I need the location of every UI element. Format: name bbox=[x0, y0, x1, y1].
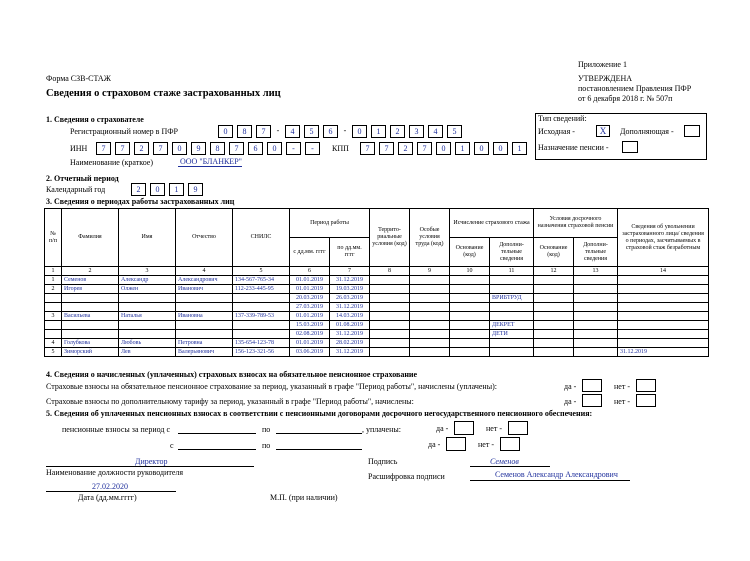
table-cell[interactable] bbox=[490, 285, 534, 294]
table-cell[interactable] bbox=[45, 330, 62, 339]
digit-cell[interactable]: 0 bbox=[218, 125, 233, 138]
digit-cell[interactable]: 7 bbox=[115, 142, 130, 155]
table-cell[interactable]: 03.06.2019 bbox=[290, 348, 330, 357]
section3-title: 3. Сведения о периодах работы застрахованных лиц bbox=[46, 197, 235, 206]
s5-to-field[interactable] bbox=[276, 433, 362, 434]
s4-no1-label: нет - bbox=[614, 382, 630, 391]
s4-yes2-label: да - bbox=[564, 397, 577, 406]
s4-no1-checkbox[interactable] bbox=[636, 379, 656, 392]
table-cell[interactable] bbox=[410, 339, 450, 348]
column-number: 13 bbox=[574, 267, 618, 276]
position-value: Директор bbox=[135, 457, 168, 466]
digit-cell[interactable]: 5 bbox=[447, 125, 462, 138]
th-special: Особые условия труда (код) bbox=[410, 209, 450, 267]
digit-cell[interactable]: 3 bbox=[409, 125, 424, 138]
digit-cell[interactable]: 0 bbox=[493, 142, 508, 155]
s4-yes1-label: да - bbox=[564, 382, 577, 391]
table-cell[interactable] bbox=[618, 339, 709, 348]
table-cell[interactable]: Лев bbox=[119, 348, 176, 357]
table-cell[interactable] bbox=[233, 330, 290, 339]
s4-yes2-checkbox[interactable] bbox=[582, 394, 602, 407]
table-cell[interactable] bbox=[410, 294, 450, 303]
table-cell[interactable] bbox=[62, 303, 119, 312]
table-cell[interactable] bbox=[410, 321, 450, 330]
signature-label: Подпись bbox=[368, 457, 398, 466]
table-cell[interactable] bbox=[534, 330, 574, 339]
pension-checkbox[interactable] bbox=[622, 141, 638, 153]
s5-to-label-2: по bbox=[262, 441, 271, 450]
table-cell[interactable] bbox=[574, 321, 618, 330]
digit-cell[interactable]: 2 bbox=[398, 142, 413, 155]
table-cell[interactable] bbox=[450, 330, 490, 339]
table-cell[interactable]: 137-339-789-53 bbox=[233, 312, 290, 321]
th-extra-early: Дополни- тельные сведения bbox=[574, 238, 618, 267]
annex-number: Приложение 1 bbox=[578, 60, 627, 69]
th-extra: Дополни- тельные сведения bbox=[490, 238, 534, 267]
s5-no1-label: нет - bbox=[486, 424, 502, 433]
table-cell[interactable]: 134-567-765-34 bbox=[233, 276, 290, 285]
table-cell[interactable] bbox=[450, 276, 490, 285]
table-cell[interactable] bbox=[574, 330, 618, 339]
s5-yes1-label: да - bbox=[436, 424, 449, 433]
digit-cell[interactable]: 2 bbox=[390, 125, 405, 138]
digit-cell[interactable]: 4 bbox=[428, 125, 443, 138]
table-cell[interactable] bbox=[534, 339, 574, 348]
table-row bbox=[45, 294, 709, 303]
table-cell[interactable] bbox=[176, 294, 233, 303]
th-dismiss: Сведения об увольнении застрахованного лица/ сведения о периодах, засчитываемых в страховой стаж безработным bbox=[618, 209, 709, 267]
table-cell[interactable]: 28.02.2019 bbox=[330, 339, 370, 348]
table-cell[interactable] bbox=[370, 294, 410, 303]
table-cell[interactable] bbox=[410, 348, 450, 357]
digit-cell[interactable]: 4 bbox=[285, 125, 300, 138]
table-cell[interactable] bbox=[574, 312, 618, 321]
table-cell[interactable] bbox=[534, 276, 574, 285]
digit-cell[interactable]: 7 bbox=[153, 142, 168, 155]
table-cell[interactable] bbox=[618, 312, 709, 321]
s5-paid-label: , уплачены: bbox=[362, 425, 401, 434]
table-cell[interactable] bbox=[618, 321, 709, 330]
th-to: по дд.мм. гггг bbox=[330, 238, 370, 267]
kpp-field[interactable] bbox=[360, 142, 527, 155]
table-cell[interactable] bbox=[490, 303, 534, 312]
work-periods-table bbox=[44, 208, 709, 357]
table-cell[interactable]: 20.03.2019 bbox=[290, 294, 330, 303]
s5-no2-checkbox[interactable] bbox=[500, 437, 520, 451]
table-row bbox=[45, 285, 709, 294]
table-cell[interactable] bbox=[233, 303, 290, 312]
th-early: Условия досрочного назначения страховой пенсии bbox=[534, 209, 618, 238]
table-cell[interactable] bbox=[574, 276, 618, 285]
table-cell[interactable] bbox=[370, 330, 410, 339]
approved-date: от 6 декабря 2018 г. № 507п bbox=[578, 94, 673, 103]
column-number: 10 bbox=[450, 267, 490, 276]
table-cell[interactable] bbox=[119, 330, 176, 339]
table-cell[interactable]: Иванович bbox=[176, 285, 233, 294]
table-cell[interactable] bbox=[450, 321, 490, 330]
table-cell[interactable]: 156-123-321-56 bbox=[233, 348, 290, 357]
s5-from-field[interactable] bbox=[178, 433, 256, 434]
table-cell[interactable]: 27.03.2019 bbox=[290, 303, 330, 312]
table-cell[interactable] bbox=[233, 294, 290, 303]
table-cell[interactable] bbox=[370, 339, 410, 348]
year-field[interactable] bbox=[131, 183, 203, 196]
th-num: № п/п bbox=[45, 209, 62, 267]
org-name-underline bbox=[178, 166, 242, 167]
table-cell[interactable] bbox=[450, 285, 490, 294]
s5-yes1-checkbox[interactable] bbox=[454, 421, 474, 435]
table-cell[interactable]: Васильева bbox=[62, 312, 119, 321]
reg-number-label: Регистрационный номер в ПФР bbox=[70, 127, 178, 136]
digit-cell[interactable]: 0 bbox=[474, 142, 489, 155]
table-cell[interactable]: 1 bbox=[45, 276, 62, 285]
inn-label: ИНН bbox=[70, 144, 88, 153]
table-cell[interactable]: 3 bbox=[45, 312, 62, 321]
digit-cell[interactable]: - bbox=[305, 142, 320, 155]
table-cell[interactable] bbox=[62, 294, 119, 303]
s5-no2-label: нет - bbox=[478, 440, 494, 449]
digit-cell[interactable]: 0 bbox=[267, 142, 282, 155]
s5-yes2-label: да - bbox=[428, 440, 441, 449]
table-cell[interactable] bbox=[370, 276, 410, 285]
table-cell[interactable]: 31.12.2019 bbox=[330, 303, 370, 312]
s5-no1-checkbox[interactable] bbox=[508, 421, 528, 435]
table-cell[interactable]: Александр bbox=[119, 276, 176, 285]
column-number: 11 bbox=[490, 267, 534, 276]
table-cell[interactable]: 31.12.2019 bbox=[618, 348, 709, 357]
table-row bbox=[45, 321, 709, 330]
column-number: 4 bbox=[176, 267, 233, 276]
digit-cell[interactable]: 6 bbox=[323, 125, 338, 138]
column-number: 9 bbox=[410, 267, 450, 276]
table-cell[interactable] bbox=[410, 285, 450, 294]
digit-cell[interactable]: 8 bbox=[210, 142, 225, 155]
column-number: 12 bbox=[534, 267, 574, 276]
supplementary-checkbox[interactable] bbox=[684, 125, 700, 137]
table-cell[interactable] bbox=[410, 303, 450, 312]
column-number: 3 bbox=[119, 267, 176, 276]
digit-cell[interactable]: 7 bbox=[96, 142, 111, 155]
s4-line1: Страховые взносы на обязательное пенсионное страхование за период, указанный в графе "Период работы", начислены (уплачены): bbox=[46, 382, 497, 391]
table-cell[interactable]: Любовь bbox=[119, 339, 176, 348]
table-row bbox=[45, 348, 709, 357]
section4-title: 4. Сведения о начисленных (уплаченных) страховых взносах на обязательное пенсионное страхование bbox=[46, 370, 418, 379]
position-label: Наименование должности руководителя bbox=[46, 468, 184, 477]
table-cell[interactable] bbox=[574, 294, 618, 303]
table-cell[interactable]: ВРИБТРУД bbox=[490, 294, 534, 303]
column-number: 2 bbox=[62, 267, 119, 276]
table-cell[interactable]: Ивановна bbox=[176, 312, 233, 321]
s4-line2: Страховые взносы по дополнительному тарифу за период, указанный в графе "Период работы", начислены: bbox=[46, 397, 414, 406]
table-cell[interactable] bbox=[176, 330, 233, 339]
table-cell[interactable] bbox=[574, 285, 618, 294]
column-number: 5 bbox=[233, 267, 290, 276]
th-snils: СНИЛС bbox=[233, 209, 290, 267]
digit-cell[interactable]: 7 bbox=[256, 125, 271, 138]
digit-cell[interactable]: 1 bbox=[371, 125, 386, 138]
signature-value: Семенов bbox=[490, 457, 519, 466]
table-cell[interactable] bbox=[534, 321, 574, 330]
th-middlename: Отчество bbox=[176, 209, 233, 267]
table-cell[interactable]: Валерьянович bbox=[176, 348, 233, 357]
date-label: Дата (дд.мм.гггг) bbox=[78, 493, 137, 502]
s4-yes1-checkbox[interactable] bbox=[582, 379, 602, 392]
th-insurance: Исчисление страхового стажа bbox=[450, 209, 534, 238]
table-cell[interactable]: 14.03.2019 bbox=[330, 312, 370, 321]
pension-label: Назначение пенсии - bbox=[538, 143, 609, 152]
table-cell[interactable] bbox=[176, 303, 233, 312]
table-cell[interactable]: 19.03.2019 bbox=[330, 285, 370, 294]
s5-from-field-2[interactable] bbox=[178, 449, 256, 450]
th-basis: Основание (код) bbox=[450, 238, 490, 267]
table-cell[interactable]: Петровна bbox=[176, 339, 233, 348]
section1-title: 1. Сведения о страхователе bbox=[46, 115, 144, 124]
table-cell[interactable] bbox=[450, 339, 490, 348]
table-cell[interactable] bbox=[574, 339, 618, 348]
table-cell[interactable] bbox=[534, 312, 574, 321]
digit-cell[interactable]: 9 bbox=[191, 142, 206, 155]
table-cell[interactable] bbox=[618, 303, 709, 312]
table-cell[interactable]: Александрович bbox=[176, 276, 233, 285]
table-cell[interactable] bbox=[233, 321, 290, 330]
digit-cell[interactable]: 2 bbox=[134, 142, 149, 155]
th-from: с дд.мм. гггг bbox=[290, 238, 330, 267]
column-number: 14 bbox=[618, 267, 709, 276]
table-cell[interactable]: Олжен bbox=[119, 285, 176, 294]
table-cell[interactable] bbox=[490, 276, 534, 285]
table-cell[interactable]: 02.08.2019 bbox=[290, 330, 330, 339]
table-cell[interactable] bbox=[490, 339, 534, 348]
table-cell[interactable]: 4 bbox=[45, 339, 62, 348]
table-cell[interactable]: 15.03.2019 bbox=[290, 321, 330, 330]
column-number: 1 bbox=[45, 267, 62, 276]
column-number: 8 bbox=[370, 267, 410, 276]
s5-period-label: пенсионные взносы за период с bbox=[62, 425, 170, 434]
table-cell[interactable] bbox=[62, 330, 119, 339]
position-line bbox=[46, 466, 254, 467]
s5-from-label-2: с bbox=[170, 441, 174, 450]
s4-no2-label: нет - bbox=[614, 397, 630, 406]
digit-cell[interactable]: 8 bbox=[237, 125, 252, 138]
digit-cell[interactable]: 1 bbox=[169, 183, 184, 196]
table-cell[interactable]: Наталья bbox=[119, 312, 176, 321]
table-cell[interactable] bbox=[176, 321, 233, 330]
table-cell[interactable] bbox=[370, 303, 410, 312]
digit-cell[interactable]: 1 bbox=[455, 142, 470, 155]
table-cell[interactable] bbox=[370, 348, 410, 357]
table-cell[interactable]: 01.01.2019 bbox=[290, 276, 330, 285]
table-cell[interactable] bbox=[490, 312, 534, 321]
s5-to-field-2[interactable] bbox=[276, 449, 362, 450]
form-code: Форма СЗВ-СТАЖ bbox=[46, 74, 111, 83]
table-cell[interactable]: 112-233-445-95 bbox=[233, 285, 290, 294]
table-cell[interactable] bbox=[45, 303, 62, 312]
table-cell[interactable]: 31.12.2019 bbox=[330, 348, 370, 357]
table-cell[interactable] bbox=[410, 330, 450, 339]
table-cell[interactable] bbox=[62, 321, 119, 330]
table-cell[interactable]: 01.01.2019 bbox=[290, 312, 330, 321]
digit-cell[interactable]: 0 bbox=[436, 142, 451, 155]
digit-cell[interactable]: 0 bbox=[352, 125, 367, 138]
org-name-value: ООО "БЛАНКЕР" bbox=[180, 157, 242, 166]
table-cell[interactable] bbox=[534, 303, 574, 312]
supplementary-label: Дополняющая - bbox=[620, 127, 674, 136]
th-territorial: Террито- риальные условия (код) bbox=[370, 209, 410, 267]
approved-by: постановлением Правления ПФР bbox=[578, 84, 692, 93]
info-type-label: Тип сведений: bbox=[538, 114, 587, 123]
initial-checkbox[interactable]: X bbox=[596, 125, 610, 137]
table-cell[interactable] bbox=[45, 321, 62, 330]
table-cell[interactable] bbox=[119, 321, 176, 330]
digit-cell[interactable]: 0 bbox=[172, 142, 187, 155]
table-cell[interactable] bbox=[534, 285, 574, 294]
table-row bbox=[45, 339, 709, 348]
table-cell[interactable] bbox=[618, 330, 709, 339]
column-number: 7 bbox=[330, 267, 370, 276]
table-cell[interactable]: 135-654-123-78 bbox=[233, 339, 290, 348]
table-cell[interactable] bbox=[490, 348, 534, 357]
table-cell[interactable]: 5 bbox=[45, 348, 62, 357]
table-cell[interactable]: 31.12.2019 bbox=[330, 330, 370, 339]
table-cell[interactable] bbox=[410, 312, 450, 321]
digit-cell[interactable]: 7 bbox=[229, 142, 244, 155]
digit-cell[interactable]: 5 bbox=[304, 125, 319, 138]
table-cell[interactable] bbox=[450, 348, 490, 357]
table-cell[interactable]: 26.03.2019 bbox=[330, 294, 370, 303]
digit-cell[interactable]: - bbox=[343, 126, 347, 135]
digit-cell[interactable]: 7 bbox=[360, 142, 375, 155]
digit-cell[interactable]: 6 bbox=[248, 142, 263, 155]
s5-yes2-checkbox[interactable] bbox=[446, 437, 466, 451]
approved-label: УТВЕРЖДЕНА bbox=[578, 74, 633, 83]
table-cell[interactable] bbox=[618, 276, 709, 285]
table-cell[interactable]: 31.12.2019 bbox=[330, 276, 370, 285]
form-title: Сведения о страховом стаже застрахованных лиц bbox=[46, 88, 281, 99]
table-cell[interactable]: Семенов bbox=[62, 276, 119, 285]
table-cell[interactable]: 2 bbox=[45, 285, 62, 294]
table-cell[interactable]: Зиморский bbox=[62, 348, 119, 357]
table-cell[interactable] bbox=[450, 312, 490, 321]
table-cell[interactable]: 01.01.2019 bbox=[290, 339, 330, 348]
digit-cell[interactable]: 9 bbox=[188, 183, 203, 196]
table-row bbox=[45, 312, 709, 321]
stamp-label: М.П. (при наличии) bbox=[270, 493, 338, 502]
table-cell[interactable] bbox=[534, 294, 574, 303]
table-cell[interactable] bbox=[410, 276, 450, 285]
table-row bbox=[45, 303, 709, 312]
table-cell[interactable] bbox=[450, 303, 490, 312]
table-cell[interactable] bbox=[450, 294, 490, 303]
table-cell[interactable] bbox=[618, 285, 709, 294]
decode-value: Семенов Александр Александрович bbox=[495, 470, 618, 479]
column-number: 6 bbox=[290, 267, 330, 276]
table-cell[interactable] bbox=[45, 294, 62, 303]
table-cell[interactable] bbox=[370, 312, 410, 321]
table-cell[interactable] bbox=[370, 321, 410, 330]
decode-label: Расшифровка подписи bbox=[368, 472, 445, 481]
table-cell[interactable] bbox=[119, 303, 176, 312]
reg-number-field[interactable] bbox=[218, 125, 462, 138]
digit-cell[interactable]: 1 bbox=[512, 142, 527, 155]
s4-no2-checkbox[interactable] bbox=[636, 394, 656, 407]
table-cell[interactable] bbox=[370, 285, 410, 294]
table-cell[interactable] bbox=[534, 348, 574, 357]
table-row bbox=[45, 276, 709, 285]
table-cell[interactable]: Игорев bbox=[62, 285, 119, 294]
digit-cell[interactable]: 7 bbox=[417, 142, 432, 155]
section5-title: 5. Сведения об уплаченных пенсионных взносах в соответствии с пенсионными договорами досрочного негосударственного пенсионного обеспечения: bbox=[46, 409, 593, 418]
th-basis-early: Основание (код) bbox=[534, 238, 574, 267]
date-line[interactable] bbox=[46, 491, 176, 492]
initial-label: Исходная - bbox=[538, 127, 575, 136]
table-cell[interactable]: 01.08.2019 bbox=[330, 321, 370, 330]
digit-cell[interactable]: 0 bbox=[150, 183, 165, 196]
th-lastname: Фамилия bbox=[62, 209, 119, 267]
table-cell[interactable] bbox=[119, 294, 176, 303]
year-label: Календарный год bbox=[46, 185, 106, 194]
table-row bbox=[45, 330, 709, 339]
table-cell[interactable] bbox=[574, 303, 618, 312]
table-cell[interactable] bbox=[574, 348, 618, 357]
table-cell[interactable] bbox=[618, 294, 709, 303]
section2-title: 2. Отчетный период bbox=[46, 174, 119, 183]
table-cell[interactable]: ДЕТИ bbox=[490, 330, 534, 339]
table-cell[interactable]: Голубкова bbox=[62, 339, 119, 348]
s5-to-label: по bbox=[262, 425, 271, 434]
th-period: Период работы bbox=[290, 209, 370, 238]
th-firstname: Имя bbox=[119, 209, 176, 267]
kpp-label: КПП bbox=[332, 144, 349, 153]
decode-line bbox=[470, 480, 630, 481]
signature-line[interactable] bbox=[470, 466, 550, 467]
inn-field[interactable] bbox=[96, 142, 320, 155]
digit-cell[interactable]: 7 bbox=[379, 142, 394, 155]
digit-cell[interactable]: - bbox=[286, 142, 301, 155]
table-cell[interactable]: ДЕКРЕТ bbox=[490, 321, 534, 330]
date-value: 27.02.2020 bbox=[92, 482, 128, 491]
table-cell[interactable]: 01.01.2019 bbox=[290, 285, 330, 294]
digit-cell[interactable]: 2 bbox=[131, 183, 146, 196]
org-name-label: Наименование (краткое) bbox=[70, 158, 154, 167]
digit-cell[interactable]: - bbox=[276, 126, 280, 135]
